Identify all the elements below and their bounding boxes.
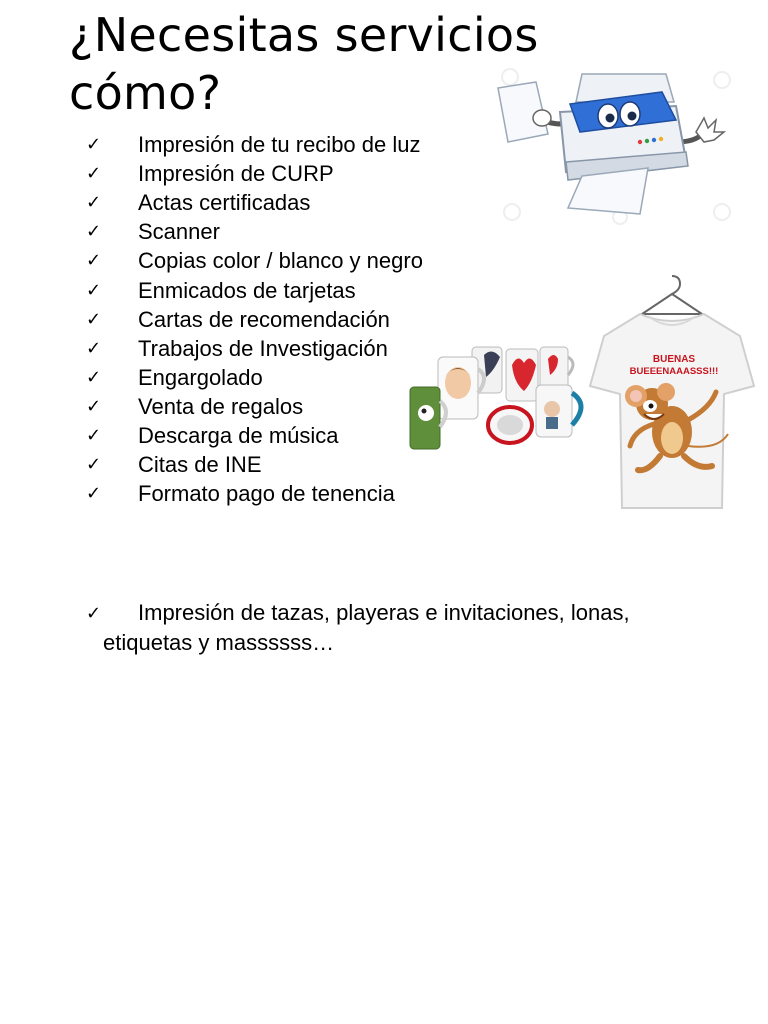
check-icon: ✓ bbox=[86, 163, 102, 185]
service-label: Trabajos de Investigación bbox=[138, 335, 388, 361]
check-icon: ✓ bbox=[86, 279, 102, 301]
services-list bbox=[86, 130, 423, 508]
service-label: Impresión de CURP bbox=[138, 161, 334, 187]
extra-line-1 bbox=[86, 598, 686, 628]
service-label: Impresión de tu recibo de luz bbox=[138, 132, 421, 158]
list-item bbox=[86, 217, 423, 246]
check-icon: ✓ bbox=[86, 250, 102, 272]
extra-text-1: Impresión de tazas, playeras e invitaciones, lonas, bbox=[138, 600, 630, 625]
service-label: Scanner bbox=[138, 219, 220, 245]
service-label: Actas certificadas bbox=[138, 190, 311, 216]
list-item bbox=[86, 305, 423, 334]
extra-line-2: etiquetas y massssss… bbox=[103, 630, 335, 655]
check-icon: ✓ bbox=[86, 395, 102, 417]
list-item bbox=[86, 159, 423, 188]
service-label: Copias color / blanco y negro bbox=[138, 248, 423, 274]
list-item bbox=[86, 130, 423, 159]
check-icon: ✓ bbox=[86, 424, 102, 446]
service-label: Citas de INE bbox=[138, 452, 262, 478]
shirt-print-line-1: BUENAS bbox=[652, 354, 696, 365]
page-title: ¿Necesitas servicios cómo? bbox=[69, 8, 539, 120]
check-icon: ✓ bbox=[86, 602, 102, 624]
check-icon: ✓ bbox=[86, 366, 102, 388]
list-item bbox=[86, 421, 423, 450]
service-label: Formato pago de tenencia bbox=[138, 481, 395, 507]
service-label: Cartas de recomendación bbox=[138, 306, 390, 332]
service-label: Venta de regalos bbox=[138, 393, 304, 419]
check-icon: ✓ bbox=[86, 134, 102, 156]
service-label: Engargolado bbox=[138, 364, 263, 390]
list-item bbox=[86, 363, 423, 392]
check-icon: ✓ bbox=[86, 337, 102, 359]
service-label: Enmicados de tarjetas bbox=[138, 277, 356, 303]
tshirt-icon bbox=[588, 274, 756, 512]
check-icon: ✓ bbox=[86, 483, 102, 505]
mug-icon bbox=[408, 343, 590, 455]
service-label: Descarga de música bbox=[138, 422, 339, 448]
list-item bbox=[86, 188, 423, 217]
list-item bbox=[86, 479, 423, 508]
check-icon: ✓ bbox=[86, 221, 102, 243]
shirt-print-line-2: BUEEENAAASSS!!! bbox=[629, 366, 719, 377]
check-icon: ✓ bbox=[86, 454, 102, 476]
list-item bbox=[86, 450, 423, 479]
check-icon: ✓ bbox=[86, 308, 102, 330]
extra-services bbox=[86, 598, 686, 658]
check-icon: ✓ bbox=[86, 192, 102, 214]
printer-icon bbox=[490, 62, 740, 227]
list-item bbox=[86, 334, 423, 363]
list-item bbox=[86, 275, 423, 304]
list-item bbox=[86, 392, 423, 421]
list-item bbox=[86, 246, 423, 275]
